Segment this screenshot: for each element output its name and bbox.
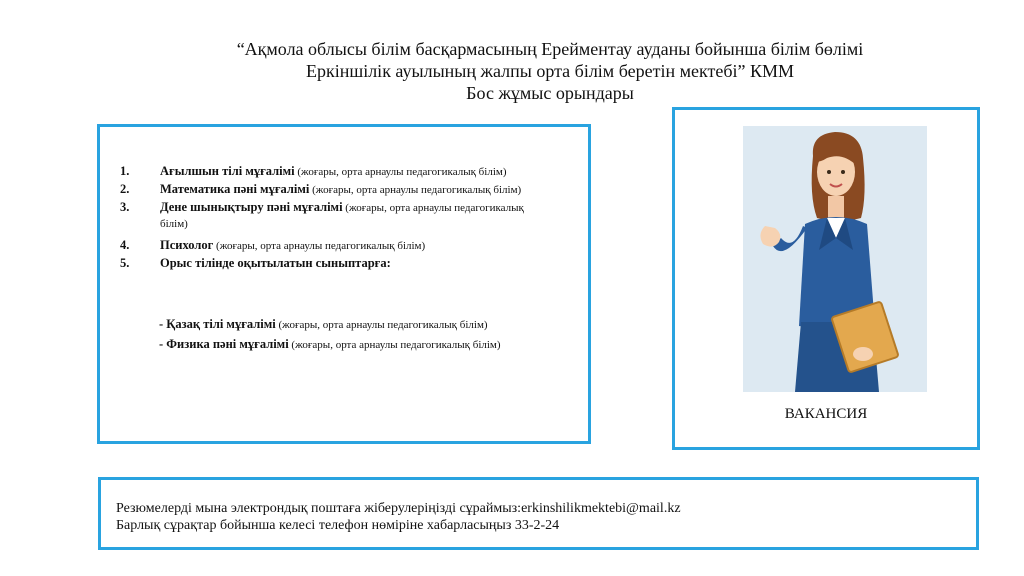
header-line-3: Бос жұмыс орындары — [466, 83, 634, 103]
vacancy-requirement: (жоғары, орта арнаулы педагогикалық білім) — [160, 202, 524, 230]
vacancy-caption: ВАКАНСИЯ — [784, 406, 868, 422]
teacher-illustration-icon — [743, 126, 927, 392]
vacancy-number: 2. — [120, 182, 130, 196]
vacancy-title: Математика пәні мұғалімі — [160, 182, 310, 196]
contact-info — [116, 500, 681, 534]
contact-phone-line: Барлық сұрақтар бойынша келесі телефон нөміріне хабарласыңыз 33-2-24 — [116, 518, 560, 533]
vacancy-number: 3. — [120, 200, 130, 214]
contact-email-line: Резюмелерді мына электрондық поштаға жіберулеріңізді сұраймыз:erkinshilikmektebi@mail.kz — [116, 501, 681, 516]
vacancy-requirement: (жоғары, орта арнаулы педагогикалық білім) — [294, 166, 507, 178]
contact-box — [98, 477, 979, 550]
vacancy-item — [120, 164, 580, 180]
header-line-1: “Ақмола облысы білім басқармасының Ерейментау ауданы бойынша білім бөлімі — [236, 39, 864, 59]
vacancy-number: 4. — [120, 238, 130, 252]
vacancy-title: Психолог — [160, 238, 214, 252]
sub-vacancy-title: - Қазақ тілі мұғалімі — [159, 317, 276, 331]
vacancy-title: Орыс тілінде оқытылатын сыныптарға: — [160, 256, 391, 270]
header-line-2: Еркіншілік ауылының жалпы орта білім беретін мектебі” КММ — [305, 61, 795, 81]
vacancy-requirement: (жоғары, орта арнаулы педагогикалық білім) — [213, 240, 426, 252]
page-header — [190, 38, 910, 104]
vacancy-list — [120, 164, 580, 271]
vacancy-requirement: (жоғары, орта арнаулы педагогикалық білім) — [309, 184, 522, 196]
vacancy-item — [120, 256, 580, 271]
vacancy-number: 1. — [120, 164, 130, 178]
sub-vacancy-item — [159, 317, 488, 333]
sub-vacancy-title: - Физика пәні мұғалімі — [159, 337, 289, 351]
vacancy-item — [120, 200, 530, 232]
vacancy-image-box — [672, 107, 980, 450]
vacancy-item — [120, 182, 550, 198]
sub-vacancy-item — [159, 337, 501, 353]
vacancy-title: Ағылшын тілі мұғалімі — [160, 164, 295, 178]
sub-vacancy-requirement: (жоғары, орта арнаулы педагогикалық білім) — [275, 319, 488, 331]
vacancy-list-box — [97, 124, 591, 444]
sub-vacancy-requirement: (жоғары, орта арнаулы педагогикалық білім) — [288, 339, 501, 351]
vacancy-item — [120, 238, 470, 254]
vacancy-number: 5. — [120, 256, 130, 270]
vacancy-title: Дене шынықтыру пәні мұғалімі — [160, 200, 343, 214]
